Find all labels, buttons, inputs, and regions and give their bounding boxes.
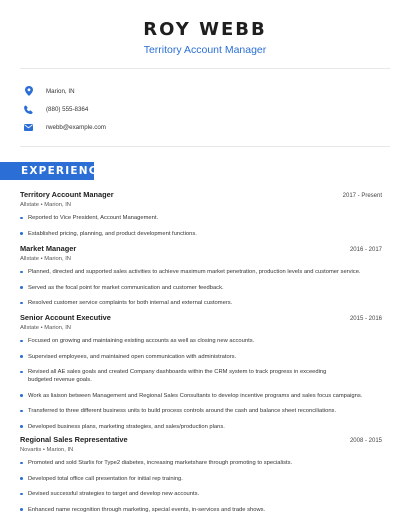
job-bullet: Resolved customer service complaints for both internal and external customers. xyxy=(20,299,382,307)
header-divider xyxy=(20,68,390,69)
contact-divider xyxy=(20,146,390,147)
contact-phone xyxy=(20,100,390,118)
job-bullet: Work as liaison between Management and Regional Sales Consultants to develop incentive programs and sales focus campaigns. xyxy=(20,392,382,400)
job-bullet: Served as the focal point for market communication and customer feedback. xyxy=(20,284,382,292)
contact-location xyxy=(20,82,390,100)
job-company: Allstate • Marion, IN xyxy=(20,325,71,331)
experience-heading: EXPERIENCE xyxy=(0,162,94,180)
contact-email xyxy=(20,118,390,136)
job-company: Allstate • Marion, IN xyxy=(20,202,71,208)
job-bullet: Supervised employees, and maintained open communication with administrators. xyxy=(20,353,382,361)
job-bullets xyxy=(20,337,382,431)
job-bullet: Devised successful strategies to target and develop new accounts. xyxy=(20,490,382,498)
job-bullet: Revised all AE sales goals and created Company dashboards within the CRM system to track progress in exceeding budgeted revenue goals. xyxy=(20,368,382,384)
contact-list xyxy=(20,82,390,136)
job-bullet: Reported to Vice President, Account Management. xyxy=(20,214,382,222)
job-bullet: Enhanced name recognition through marketing, special events, in-services and trade shows. xyxy=(20,506,382,514)
job-company: Allstate • Marion, IN xyxy=(20,256,71,262)
job-dates: 2015 - 2016 xyxy=(349,316,382,322)
job-bullets xyxy=(20,268,382,307)
job-company: Novartis • Marion, IN xyxy=(20,447,74,453)
job-bullet: Focused on growing and maintaining existing accounts as well as closing new accounts. xyxy=(20,337,382,345)
job-title: Market Manager xyxy=(20,244,77,253)
candidate-role: Territory Account Manager xyxy=(143,44,267,56)
job-bullet: Planned, directed and supported sales activities to achieve maximum market penetration, production levels and customer service. xyxy=(20,268,382,276)
job-bullets xyxy=(20,459,382,514)
candidate-name: ROY WEBB xyxy=(143,19,267,40)
job-title: Regional Sales Representative xyxy=(20,435,128,444)
job-title: Territory Account Manager xyxy=(20,190,114,199)
job-bullet: Transferred to three different business units to build process controls around the cash and balance sheet reconciliations. xyxy=(20,407,382,415)
job-entry xyxy=(20,435,382,521)
job-bullet: Developed total office call presentation for initial rep training. xyxy=(20,475,382,483)
contact-email-text: rwebb@example.com xyxy=(46,123,106,131)
job-bullet: Promoted and sold Starlix for Type2 diabetes, increasing marketshare through promoting to specialists. xyxy=(20,459,382,467)
resume-header xyxy=(0,0,410,57)
mail-icon xyxy=(22,121,35,134)
job-bullet: Established pricing, planning, and product development functions. xyxy=(20,230,382,238)
contact-location-text: Marion, IN xyxy=(46,87,75,95)
job-bullet: Developed business plans, marketing strategies, and sales/production plans. xyxy=(20,423,382,431)
job-dates: 2017 - Present xyxy=(342,193,382,199)
job-title: Senior Account Executive xyxy=(20,313,111,322)
job-dates: 2016 - 2017 xyxy=(349,247,382,253)
job-entry xyxy=(20,313,382,438)
job-bullets xyxy=(20,214,382,238)
location-pin-icon xyxy=(22,85,35,98)
job-entry xyxy=(20,190,382,245)
job-entry xyxy=(20,244,382,315)
phone-icon xyxy=(22,103,35,116)
job-dates: 2008 - 2015 xyxy=(349,438,382,444)
contact-phone-text: (880) 555-8364 xyxy=(46,105,89,113)
